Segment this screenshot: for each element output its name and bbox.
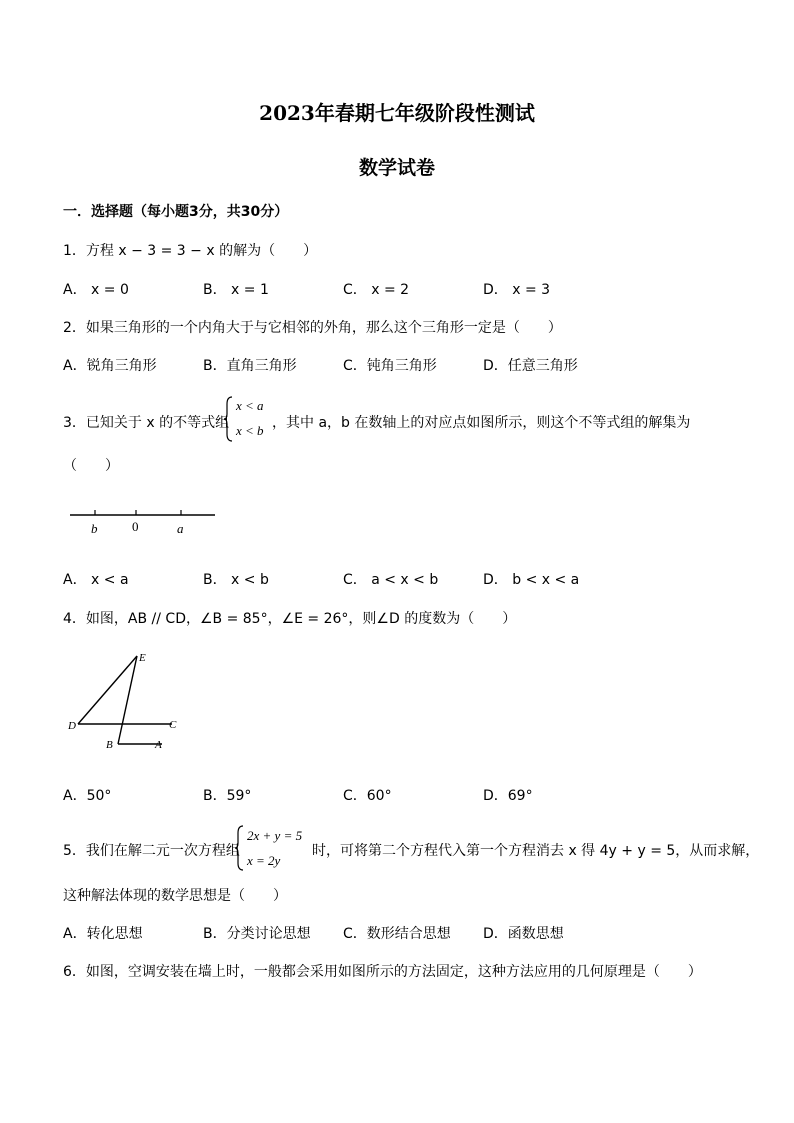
label-a: a — [177, 521, 184, 536]
q4-option-b: B．59° — [203, 788, 252, 804]
page-subtitle: 数学试卷 — [358, 157, 435, 179]
question-5-line-2: 这种解法体现的数学思想是（ ） — [63, 888, 287, 904]
q3-option-b: B． x < b — [203, 572, 269, 588]
label-E: E — [139, 652, 146, 664]
q2-option-c: C．钝角三角形 — [343, 358, 437, 374]
question-4-text: 4．如图，AB // CD，∠B = 85°，∠E = 26°，则∠D 的度数为（ ） — [63, 611, 517, 627]
q2-option-d: D．任意三角形 — [483, 358, 578, 374]
q4-geometry-figure — [60, 648, 190, 758]
q3-number-line — [60, 505, 220, 537]
section-header-choice: 一．选择题（每小题3分，共30分） — [63, 204, 289, 220]
q1-option-a: A． x = 0 — [63, 282, 129, 298]
segment-DE — [78, 656, 137, 724]
q5-option-d: D．函数思想 — [483, 926, 564, 942]
question-3-suffix: ，其中 a，b 在数轴上的对应点如图所示，则这个不等式组的解集为 — [272, 415, 691, 431]
q3-system-line-1: x < a — [236, 398, 264, 413]
q1-option-c: C． x = 2 — [343, 282, 410, 298]
q5-system-line-2: x = 2y — [247, 853, 281, 868]
q5-option-c: C．数形结合思想 — [343, 926, 451, 942]
q3-option-d: D． b < x < a — [483, 572, 580, 588]
q2-option-b: B．直角三角形 — [203, 358, 297, 374]
q5-option-a: A．转化思想 — [63, 926, 143, 942]
q5-option-b: B．分类讨论思想 — [203, 926, 311, 942]
q2-option-a: A．锐角三角形 — [63, 358, 157, 374]
q3-system-line-2: x < b — [236, 423, 264, 438]
label-B: B — [106, 739, 113, 751]
q4-option-a: A．50° — [63, 788, 112, 804]
q4-option-c: C．60° — [343, 788, 392, 804]
question-5-suffix: 时，可将第二个方程代入第一个方程消去 x 得 4y + y = 5，从而求解， — [312, 843, 760, 859]
q5-system-brace — [235, 825, 245, 871]
q3-option-a: A． x < a — [63, 572, 129, 588]
label-D: D — [68, 720, 76, 732]
label-b: b — [91, 521, 98, 536]
q5-system-line-1: 2x + y = 5 — [247, 828, 303, 843]
segment-BE — [118, 656, 137, 744]
page-title: 2023年春期七年级阶段性测试 — [259, 101, 535, 125]
question-3-paren: （ ） — [63, 458, 119, 474]
question-3-prefix: 3．已知关于 x 的不等式组 — [63, 415, 230, 431]
question-5-prefix: 5．我们在解二元一次方程组 — [63, 843, 240, 859]
label-0: 0 — [132, 519, 139, 534]
q1-option-d: D． x = 3 — [483, 282, 551, 298]
question-2-text: 2．如果三角形的一个内角大于与它相邻的外角，那么这个三角形一定是（ ） — [63, 320, 562, 336]
q4-option-d: D．69° — [483, 788, 533, 804]
q3-option-c: C． a < x < b — [343, 572, 439, 588]
question-6-text: 6．如图，空调安装在墙上时，一般都会采用如图所示的方法固定，这种方法应用的几何原理是（ ） — [63, 964, 702, 980]
label-C: C — [169, 719, 177, 731]
q3-system-brace — [224, 396, 234, 442]
q1-option-b: B． x = 1 — [203, 282, 269, 298]
label-A: A — [155, 739, 162, 751]
question-1-text: 1．方程 x − 3 = 3 − x 的解为（ ） — [63, 243, 318, 259]
